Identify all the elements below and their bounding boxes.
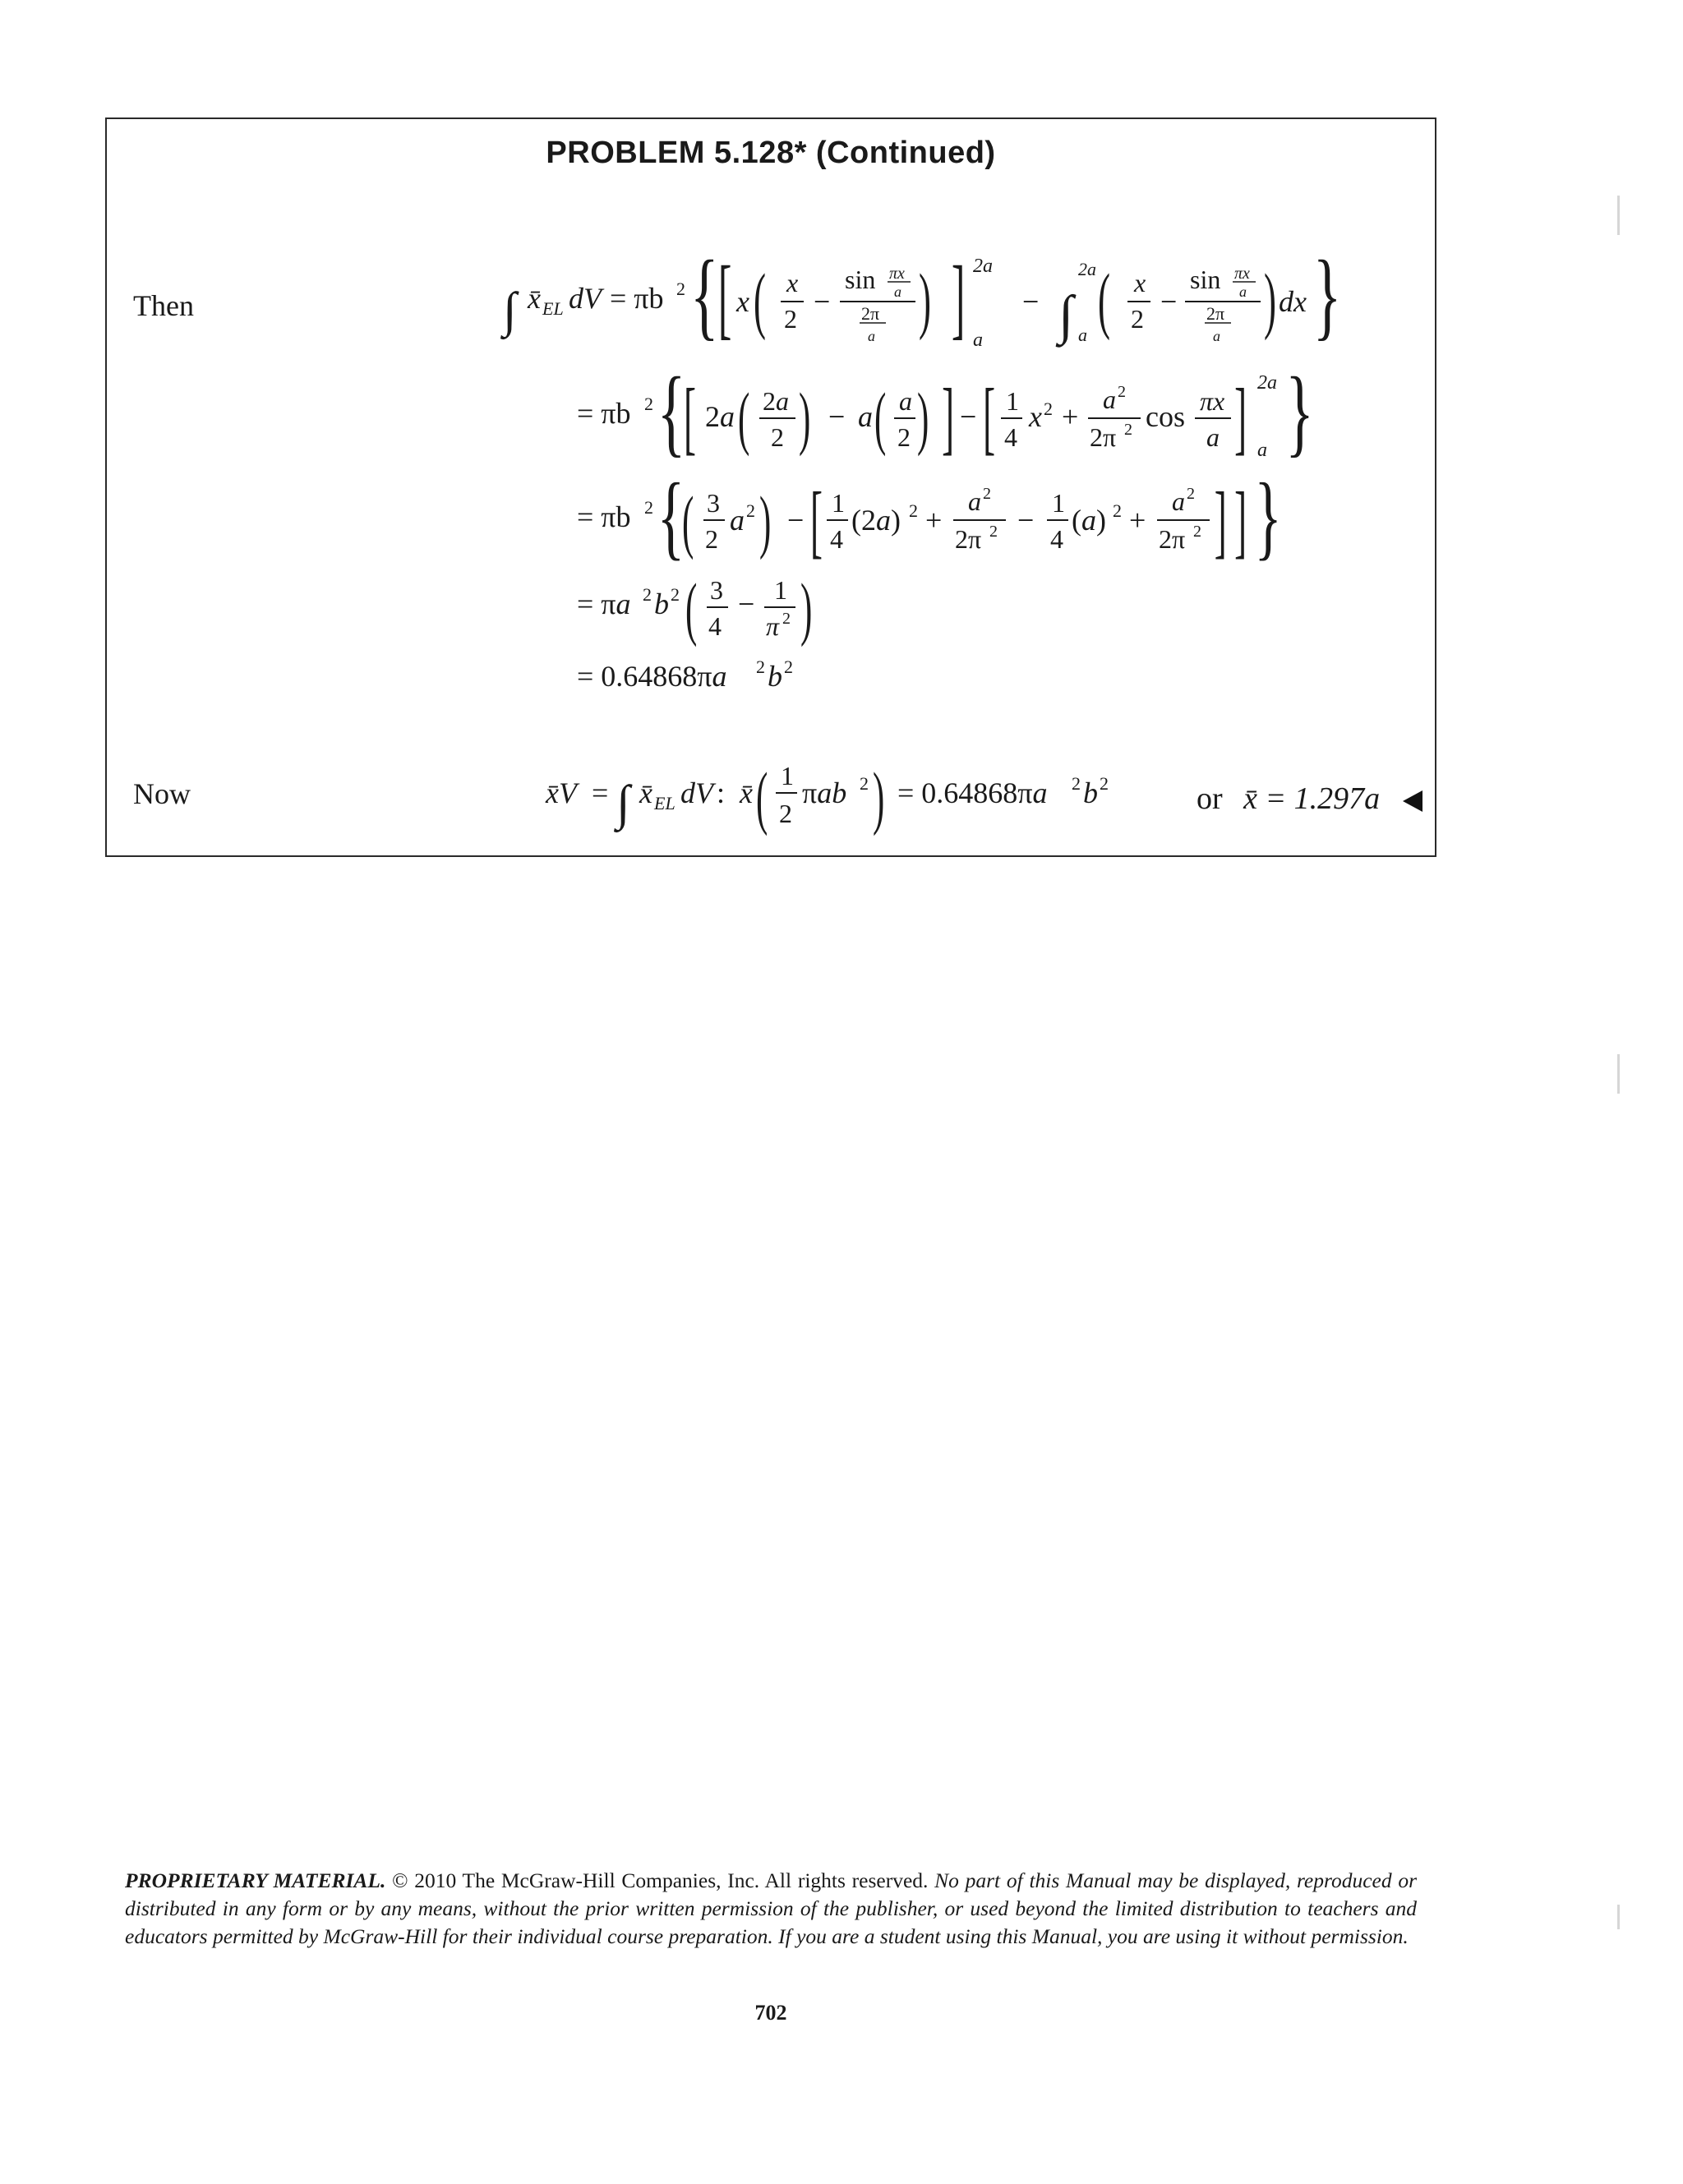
svg-text:2: 2 [860,773,869,794]
svg-text:2a: 2a [1078,259,1096,279]
svg-text:2: 2 [676,279,685,299]
svg-text:−: − [1017,504,1035,537]
svg-text:(: ( [685,568,698,647]
svg-text:{: { [657,357,686,467]
svg-text:a: a [899,386,912,416]
footer-lead: PROPRIETARY MATERIAL. [125,1868,386,1892]
svg-text:2π: 2π [1090,422,1117,452]
svg-text:2: 2 [1187,485,1195,503]
svg-text:2: 2 [1072,773,1081,794]
svg-text:πab: πab [802,776,847,809]
svg-text:−: − [960,400,977,433]
svg-text:{: { [657,463,685,569]
svg-text:2: 2 [771,422,784,452]
then-label: Then [133,289,194,322]
svg-text:[: [ [684,371,697,463]
svg-text:1: 1 [1006,386,1019,416]
svg-text:−: − [787,504,805,537]
svg-text:[: [ [717,248,732,348]
svg-text:): ) [800,568,813,647]
svg-text:): ) [873,757,885,836]
svg-text:sin: sin [845,265,876,294]
svg-text:2: 2 [1131,304,1144,334]
svg-text:x: x [1029,400,1042,433]
svg-text:2: 2 [671,584,680,605]
svg-text:x̄: x̄ [528,282,541,315]
svg-text:1: 1 [832,488,845,518]
svg-text:2: 2 [643,584,652,605]
svg-text:(2a): (2a) [851,504,901,537]
svg-text:]: ] [1234,371,1247,463]
svg-text:2π: 2π [861,303,880,324]
svg-text:2a: 2a [763,386,789,416]
svg-text:a: a [1239,283,1247,300]
svg-text:a: a [1172,486,1185,516]
svg-text:2: 2 [897,422,911,452]
svg-text:2: 2 [756,657,765,677]
svg-text:2a: 2a [705,400,735,433]
svg-text:= πb: = πb [577,397,631,430]
svg-text:a: a [1103,385,1116,414]
svg-text:]: ] [951,248,966,348]
svg-text:{: { [690,241,719,350]
svg-text:=: = [592,776,609,809]
equation-3 [577,463,1300,570]
svg-text:3: 3 [710,575,723,605]
svg-text:dV: dV [680,776,713,809]
svg-text:= πa: = πa [577,587,631,620]
svg-text:= 0.64868πa: = 0.64868πa [577,660,727,693]
svg-text:2: 2 [1193,523,1201,541]
svg-text:(a): (a) [1072,504,1106,537]
svg-text:2a: 2a [973,256,993,277]
svg-text:+: + [1129,504,1146,537]
svg-text:∫: ∫ [503,283,517,337]
svg-text:4: 4 [1004,422,1017,452]
svg-text:= πb: = πb [577,500,631,533]
svg-text:dx: dx [1279,285,1307,318]
problem-title: PROBLEM 5.128* (Continued) [546,136,996,170]
svg-text:a: a [1257,440,1267,461]
svg-text:b: b [654,587,669,620]
svg-text:a: a [1213,328,1220,344]
svg-text::: : [717,776,726,809]
svg-text:1: 1 [1052,488,1065,518]
final-answer [1197,781,1422,817]
copyright-footer [125,1867,1417,1951]
equation-4 [577,563,873,652]
svg-text:∫: ∫ [616,776,630,830]
svg-text:4: 4 [708,611,722,641]
svg-text:a: a [968,486,981,516]
svg-text:−: − [1160,285,1178,318]
svg-text:2: 2 [779,799,792,828]
final-answer-value: x̄ = 1.297a [1243,781,1381,816]
svg-text:x: x [786,268,799,297]
svg-text:(: ( [738,377,750,457]
svg-text:b: b [1083,776,1098,809]
footer-notice: No part of this Manual may be displayed, reproduced or distributed in any form or by any means, without the prior written permission of the publisher, or used beyond the limited distribution to teachers and educators permitted by McGraw-Hill for their individual course preparation. If you are a student using this Manual, you are using it without permission. [125,1868,1418,1948]
svg-text:2: 2 [1044,399,1053,419]
svg-text:a: a [1206,422,1220,452]
svg-text:x: x [736,285,749,318]
svg-text:−: − [814,285,831,318]
svg-text:2π: 2π [1159,524,1186,554]
arrow-left-icon [1403,790,1422,812]
svg-text:πx: πx [1200,386,1225,416]
svg-text:1: 1 [774,575,787,605]
svg-text:a: a [868,328,875,344]
svg-text:= πb: = πb [610,282,664,315]
svg-text:[: [ [809,475,823,566]
svg-text:x: x [1134,268,1146,297]
svg-text:a: a [1078,325,1087,345]
svg-text:+: + [1062,400,1079,433]
footer-copyright: © 2010 The McGraw-Hill Companies, Inc. All rights reserved. [392,1868,929,1892]
svg-text:a: a [730,504,745,537]
svg-text:x̄V: x̄V [546,776,577,809]
scan-artifact [1617,196,1620,235]
svg-text:2a: 2a [1257,372,1277,394]
svg-text:): ) [917,377,929,457]
svg-text:2: 2 [705,524,718,554]
svg-text:4: 4 [830,524,843,554]
svg-text:2: 2 [989,523,998,541]
svg-text:}: } [1254,463,1282,569]
svg-text:−: − [828,400,846,433]
svg-text:]: ] [1234,475,1247,566]
now-label: Now [133,777,191,810]
svg-text:−: − [738,587,755,620]
svg-text:2: 2 [644,497,653,518]
svg-text:): ) [799,377,811,457]
svg-text:2: 2 [1124,421,1132,439]
svg-text:(: ( [754,260,766,342]
svg-text:(: ( [756,757,768,836]
svg-text:2: 2 [644,394,653,414]
svg-text:3: 3 [707,488,720,518]
svg-text:1: 1 [781,761,794,790]
scan-artifact [1617,1905,1620,1929]
equation-2 [577,357,1316,472]
svg-text:πx: πx [1234,265,1250,283]
svg-text:= 0.64868πa: = 0.64868πa [897,776,1048,809]
svg-text:(: ( [874,377,887,457]
svg-text:2: 2 [1118,383,1126,401]
svg-text:}: } [1312,241,1342,350]
svg-text:πx: πx [889,265,905,283]
equation-1 [503,241,1342,365]
scan-artifact [1617,1054,1620,1094]
equation-6 [546,749,1137,846]
svg-text:x̄: x̄ [740,776,753,809]
svg-text:): ) [1264,260,1276,342]
svg-text:a: a [973,329,983,351]
svg-text:): ) [919,260,931,342]
svg-text:dV: dV [569,282,602,315]
svg-text:∫: ∫ [1058,285,1074,345]
svg-text:+: + [925,504,943,537]
svg-text:EL: EL [542,298,564,319]
svg-text:2π: 2π [955,524,982,554]
svg-text:(: ( [1098,260,1110,342]
svg-text:(: ( [682,481,694,560]
svg-text:2: 2 [746,500,755,521]
svg-text:]: ] [1214,475,1227,566]
page-number: 702 [754,2001,787,2025]
svg-text:x̄: x̄ [639,776,652,809]
svg-text:): ) [759,481,772,560]
svg-text:[: [ [983,371,996,463]
equation-5 [577,652,873,708]
svg-text:}: } [1285,357,1314,467]
svg-text:4: 4 [1050,524,1063,554]
svg-text:b: b [768,660,782,693]
svg-text:2: 2 [1113,500,1122,521]
svg-text:2: 2 [983,485,991,503]
svg-text:]: ] [942,371,955,463]
svg-text:EL: EL [654,793,676,813]
svg-text:π: π [766,611,780,641]
svg-text:2π: 2π [1206,303,1225,324]
svg-text:2: 2 [782,610,791,628]
problem-box [105,117,1436,857]
svg-text:2: 2 [1100,773,1109,794]
svg-text:sin: sin [1190,265,1221,294]
svg-text:2: 2 [784,657,793,677]
svg-text:2: 2 [909,500,918,521]
svg-text:a: a [858,400,873,433]
final-answer-prefix: or [1197,781,1223,816]
svg-text:a: a [894,283,901,300]
svg-text:cos: cos [1146,400,1185,433]
svg-text:−: − [1022,285,1040,318]
svg-text:2: 2 [784,304,797,334]
